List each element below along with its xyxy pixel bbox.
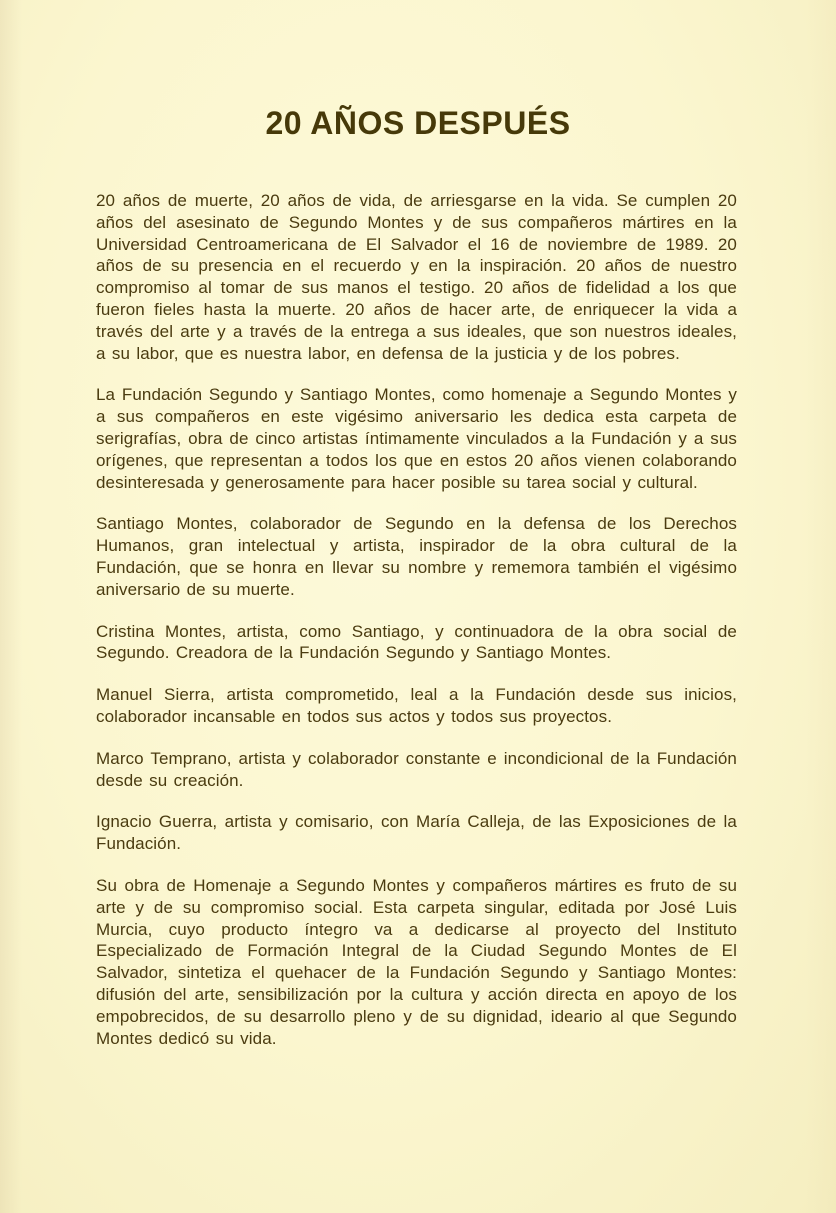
paragraph: Marco Temprano, artista y colaborador constante e incondicional de la Fundación desde su creación. bbox=[96, 748, 737, 790]
paragraph: Manuel Sierra, artista comprometido, leal a la Fundación desde sus inicios, colaborador incansable en todos sus actos y todos sus proyectos. bbox=[96, 685, 737, 726]
paragraph: Su obra de Homenaje a Segundo Montes y compañeros mártires es fruto de su arte y de su compromiso social. Esta carpeta singular, editada por José Luis Murcia, cuyo producto íntegro va a dedicarse al proyecto del Instituto Especializado de Formación Integral de la Ciudad Segundo Montes de El Salvador, sintetiza el quehacer de la Fundación Segundo y Santiago Montes: difusión del arte, sensibilización por la cultura y acción directa en apoyo de los empobrecidos, de su desarrollo pleno y de su dignidad, ideario al que Segundo Montes dedicó su vida. bbox=[96, 875, 737, 1048]
paragraph: Cristina Montes, artista, como Santiago, y continuadora de la obra social de Segundo. Creadora de la Fundación Segundo y Santiago Montes. bbox=[96, 621, 737, 663]
paragraph: Ignacio Guerra, artista y comisario, con María Calleja, de las Exposiciones de la Fundación. bbox=[96, 812, 737, 854]
paragraph: La Fundación Segundo y Santiago Montes, como homenaje a Segundo Montes y a sus compañeros en este vigésimo aniversario les dedica esta carpeta de serigrafías, obra de cinco artistas íntimamente vinculados a la Fundación y a sus orígenes, que representan a todos los que en estos 20 años vienen colaborando desinteresada y generosamente para hacer posible su tarea social y cultural. bbox=[96, 385, 737, 492]
document-body bbox=[0, 190, 836, 1049]
paragraph: Santiago Montes, colaborador de Segundo en la defensa de los Derechos Humanos, gran intelectual y artista, inspirador de la obra cultural de la Fundación, que se honra en llevar su nombre y rememora también el vigésimo aniversario de su muerte. bbox=[96, 514, 737, 599]
page-title: 20 AÑOS DESPUÉS bbox=[265, 105, 571, 141]
paragraph: 20 años de muerte, 20 años de vida, de arriesgarse en la vida. Se cumplen 20 años del asesinato de Segundo Montes y de sus compañeros mártires en la Universidad Centroamericana de El Salvador el 16 de noviembre de 1989. 20 años de su presencia en el recuerdo y en la inspiración. 20 años de nuestro compromiso al tomar de sus manos el testigo. 20 años de fidelidad a los que fueron fieles hasta la muerte. 20 años de hacer arte, de enriquecer la vida a través del arte y a través de la entrega a sus ideales, que son nuestros ideales, a su labor, que es nuestra labor, en defensa de la justicia y de los pobres. bbox=[96, 191, 737, 363]
